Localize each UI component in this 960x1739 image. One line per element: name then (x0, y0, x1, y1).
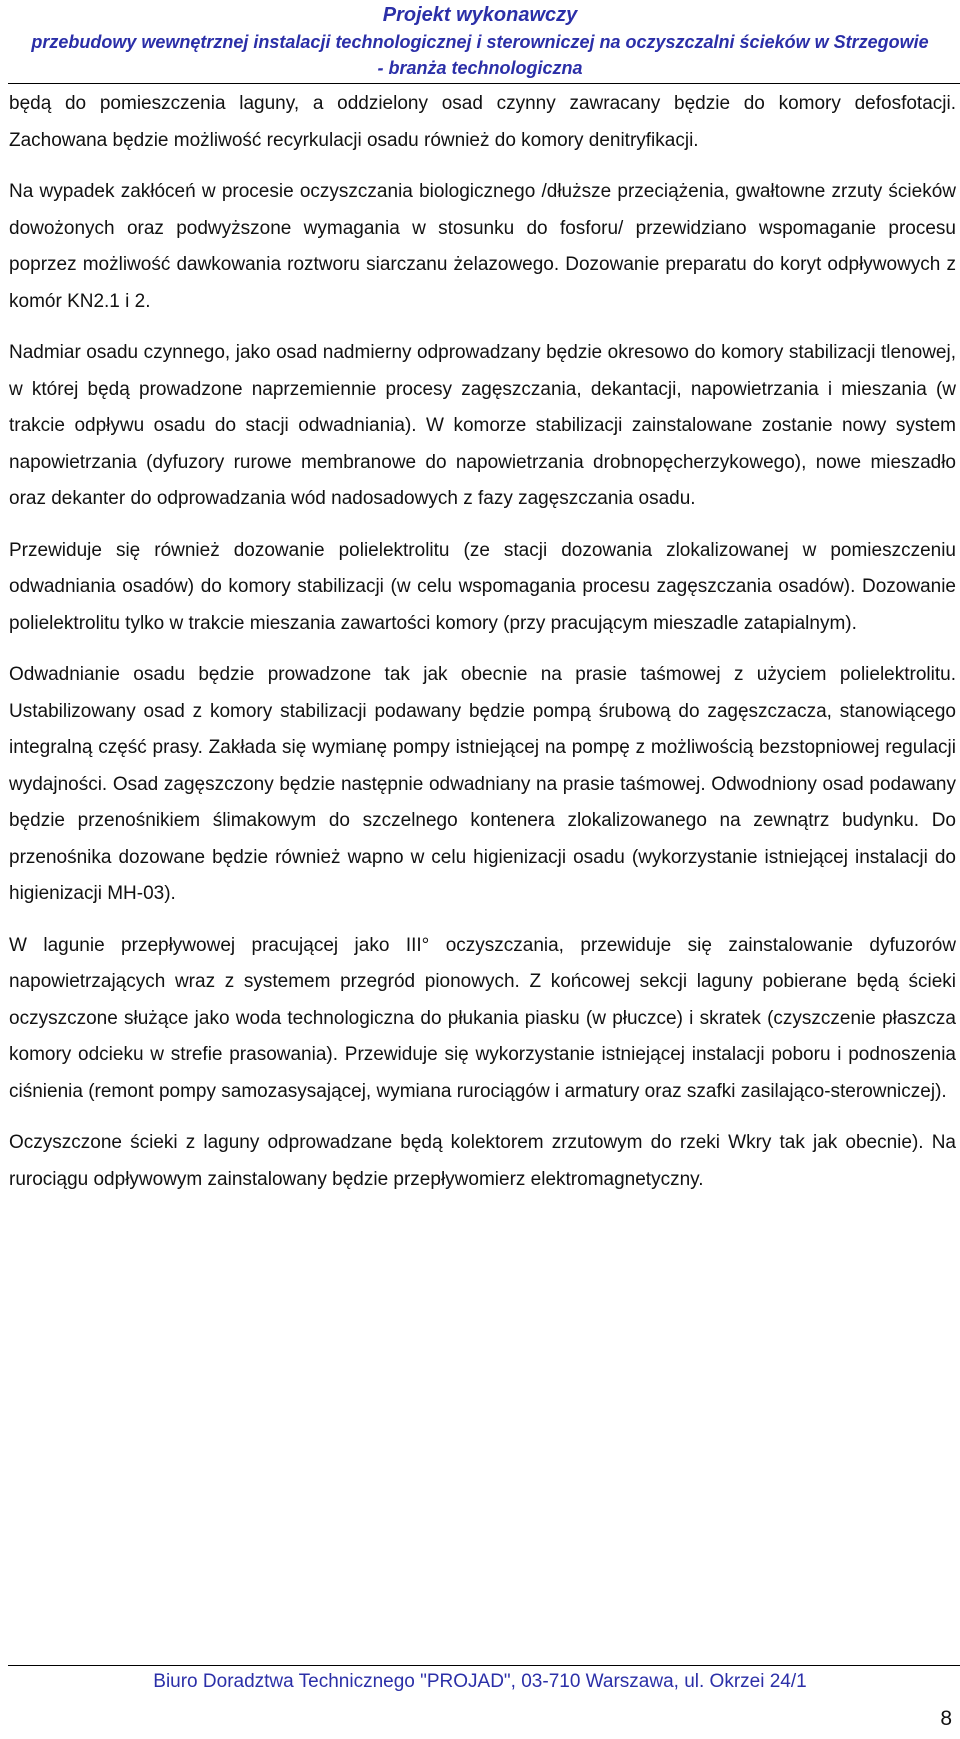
body-text (9, 86, 956, 1213)
paragraph: W lagunie przepływowej pracującej jako III° oczyszczania, przewiduje się zainstalowanie dyfuzorów napowietrzających wraz z systemem przegród pionowych. Z końcowej sekcji laguny pobierane będą ścieki oczyszczone służące jako woda technologiczna do płukania piasku (w płuczce) i skratek (czyszczenie płaszcza komory odcieku w strefie prasowania). Przewiduje się wykorzystanie istniejącej instalacji poboru i podnoszenia ciśnienia (remont pompy samozasysającej, wymiana rurociągów i armatury oraz szafki zasilająco-sterowniczej). (9, 934, 956, 1102)
paragraph: będą do pomieszczenia laguny, a oddzielony osad czynny zawracany będzie do komory defosfotacji. Zachowana będzie możliwość recyrkulacji osadu również do komory denitryfikacji. (9, 93, 956, 151)
header-subtitle: przebudowy wewnętrznej instalacji technologicznej i sterowniczej na oczyszczalni ścieków w Strzegowie (31, 32, 929, 52)
page-number: 8 (940, 1707, 952, 1730)
header-branch: - branża technologiczna (377, 58, 583, 78)
paragraph: Przewiduje się również dozowanie polielektrolitu (ze stacji dozowania zlokalizowanej w pomieszczeniu odwadniania osadów) do komory stabilizacji (w celu wspomagania procesu zagęszczania osadów). Dozowanie polielektrolitu tylko w trakcie mieszania zawartości komory (przy pracującym mieszadle zatapialnym). (9, 539, 956, 634)
header-divider (8, 83, 960, 84)
page-footer: Biuro Doradztwa Technicznego "PROJAD", 03-710 Warszawa, ul. Okrzei 24/1 (153, 1671, 807, 1692)
header-title: Projekt wykonawczy (382, 4, 578, 26)
paragraph: Na wypadek zakłóceń w procesie oczyszczania biologicznego /dłuższe przeciążenia, gwałtowne zrzuty ścieków dowożonych oraz podwyższone wymagania w stosunku do fosforu/ przewidziano wspomaganie procesu poprzez możliwość dawkowania roztworu siarczanu żelazowego. Dozowanie preparatu do koryt odpływowych z komór KN2.1 i 2. (9, 181, 956, 312)
paragraph: Odwadnianie osadu będzie prowadzone tak jak obecnie na prasie taśmowej z użyciem polielektrolitu. Ustabilizowany osad z komory stabilizacji podawany będzie pompą śrubową do zagęszczacza, stanowiącego integralną część prasy. Zakłada się wymianę pompy istniejącej na pompę z możliwością bezstopniowej regulacji wydajności. Osad zagęszczony będzie następnie odwadniany na prasie taśmowej. Odwodniony osad podawany będzie przenośnikiem ślimakowym do szczelnego kontenera zlokalizowanego na zewnątrz budynku. Do przenośnika dozowane będzie również wapno w celu higienizacji osadu (wykorzystanie istniejącej instalacji do higienizacji MH-03). (9, 664, 956, 904)
footer-divider (8, 1665, 960, 1666)
paragraph: Nadmiar osadu czynnego, jako osad nadmierny odprowadzany będzie okresowo do komory stabilizacji tlenowej, w której będą prowadzone naprzemiennie procesy zagęszczania, dekantacji, napowietrzania i mieszania (w trakcie odpływu osadu do stacji odwadniania). W komorze stabilizacji zainstalowane zostanie nowy system napowietrzania (dyfuzory rurowe membranowe do napowietrzania drobnopęcherzykowego), nowe mieszadło oraz dekanter do odprowadzania wód nadosadowych z fazy zagęszczania osadu. (9, 342, 956, 509)
paragraph: Oczyszczone ścieki z laguny odprowadzane będą kolektorem zrzutowym do rzeki Wkry tak jak obecnie). Na rurociągu odpływowym zainstalowany będzie przepływomierz elektromagnetyczny. (9, 1132, 956, 1190)
